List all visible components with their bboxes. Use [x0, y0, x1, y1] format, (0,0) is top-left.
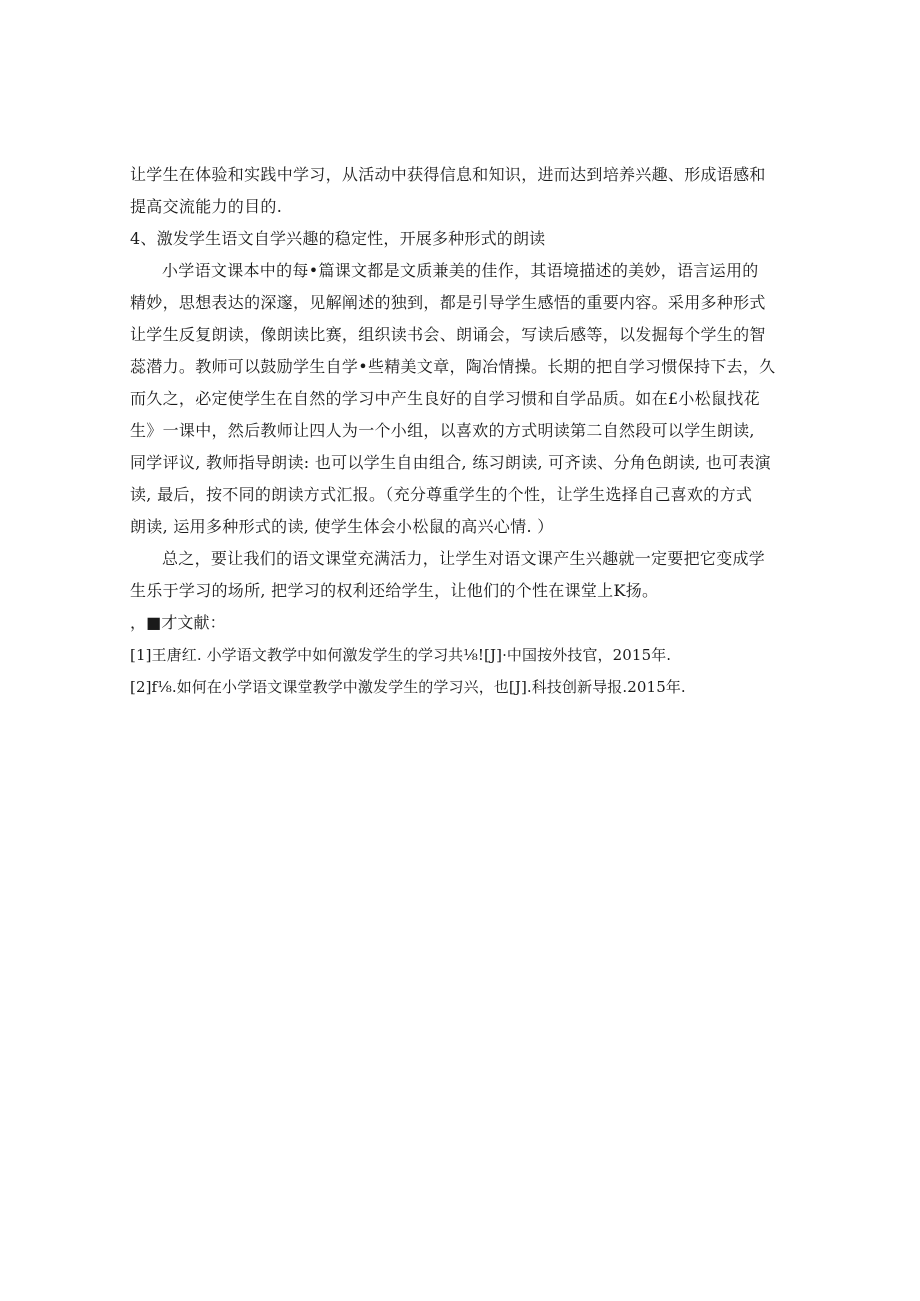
- references-heading: ，■才文献：: [130, 613, 226, 632]
- text-line: 让学生在体验和实践中学习，从活动中获得信息和知识，进而达到培养兴趣、形成语感和: [130, 165, 766, 184]
- text-line: 生》一课中，然后教师让四人为一个小组，以喜欢的方式明读第二自然段可以学生朗读,: [130, 421, 755, 440]
- text-line: 提高交流能力的目的.: [130, 197, 283, 216]
- text-line: 读, 最后，按不同的朗读方式汇报。（充分尊重学生的个性，让学生选择自己喜欢的方式: [130, 485, 753, 504]
- text-line: 精妙，思想表达的深邃，见解阐述的独到，都是引导学生感悟的重要内容。采用多种形式: [130, 293, 766, 312]
- section-heading: 4、激发学生语文自学兴趣的稳定性，开展多种形式的朗读: [130, 229, 546, 248]
- document-page: [130, 159, 795, 703]
- text-line: 而久之，必定使学生在自然的学习中产生良好的自学习惯和自学品质。如在£小松鼠找花: [130, 389, 760, 408]
- text-line: 小学语文课本中的每•篇课文都是文质兼美的佳作，其语境描述的美妙，语言运用的: [162, 261, 759, 280]
- section-paragraph: [130, 255, 795, 543]
- reference-item: [1]王唐红. 小学语文教学中如何激发学生的学习共⅛![J]·中国按外技官，2015年.: [130, 646, 672, 664]
- text-line: 同学评议, 教师指导朗读: 也可以学生自由组合, 练习朗读, 可齐读、分角色朗读, 也可表演: [130, 453, 771, 472]
- text-line: 蕊潜力。教师可以鼓励学生自学•些精美文章，陶冶情操。长期的把自学习惯保持下去，久: [130, 357, 776, 376]
- text-line: 生乐于学习的场所, 把学习的权利还给学生，让他们的个性在课堂上K扬。: [130, 581, 659, 600]
- reference-item: [2]f⅛.如何在小学语文课堂教学中激发学生的学习兴，也[J].科技创新导报.2015年.: [130, 678, 686, 696]
- text-line: 让学生反复朗读，像朗读比赛，组织读书会、朗诵会，写读后感等，以发掘每个学生的智: [130, 325, 766, 344]
- text-line: 朗读, 运用多种形式的读, 使学生体会小松鼠的高兴心情. ）: [130, 517, 554, 536]
- conclusion-paragraph: [130, 543, 795, 607]
- continuation-paragraph: [130, 159, 795, 223]
- references-section: [130, 607, 795, 703]
- text-line: 总之，要让我们的语文课堂充满活力，让学生对语文课产生兴趣就一定要把它变成学: [162, 549, 766, 568]
